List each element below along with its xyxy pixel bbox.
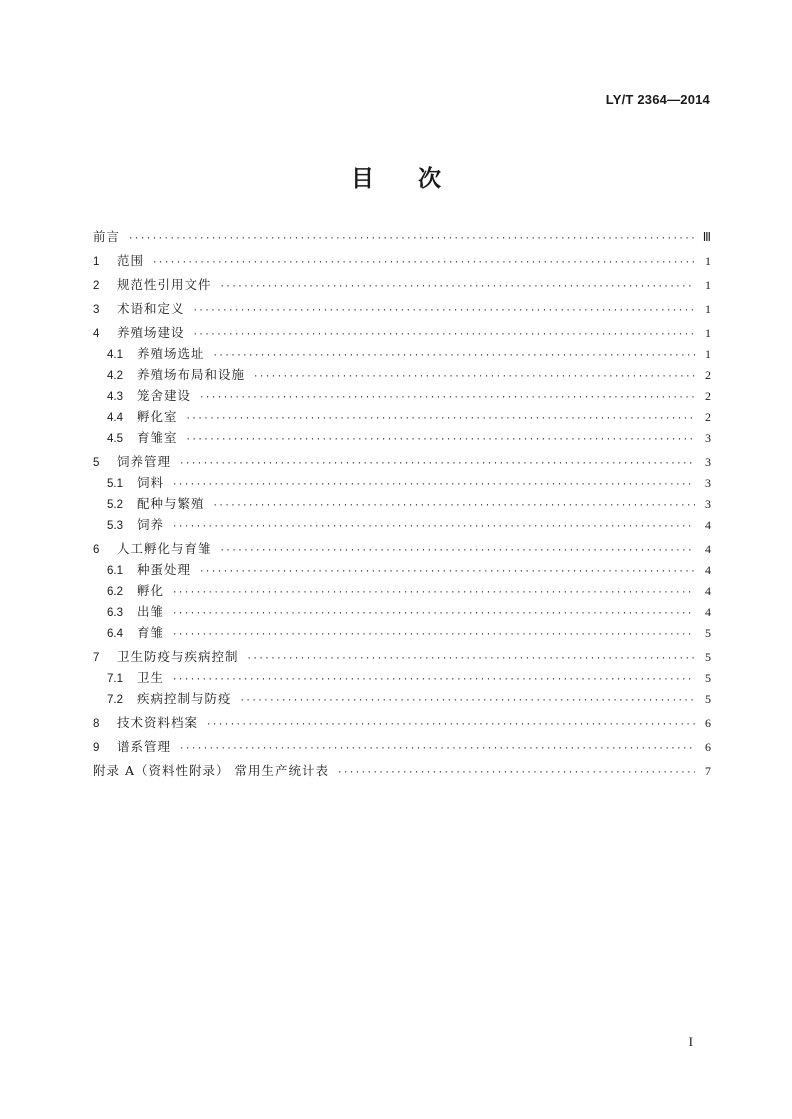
toc-entry-page: 1 (705, 278, 711, 292)
toc-leader-dots (220, 541, 695, 562)
toc-entry-page: 4 (705, 584, 711, 598)
toc-entry-number: 4.1 (107, 349, 123, 361)
toc-entry-label: 卫生防疫与疾病控制 (117, 649, 239, 664)
toc-entry-page: 3 (705, 455, 711, 469)
toc-entry-page: 4 (705, 605, 711, 619)
toc-entry-page: 6 (705, 740, 711, 754)
toc-entry-label: 种蛋处理 (137, 562, 192, 577)
toc-entry-label: 范围 (117, 253, 145, 268)
toc-entry-page: 5 (705, 650, 711, 664)
toc-leader-dots (172, 670, 695, 691)
toc-leader-dots (172, 517, 695, 538)
toc-entry-label: 饲养管理 (117, 454, 172, 469)
toc-entry-page: 4 (705, 563, 711, 577)
toc-leader-dots (240, 691, 695, 712)
toc-entry-number: 5.2 (107, 499, 123, 511)
toc-entry-number: 6.2 (107, 586, 123, 598)
toc-leader-dots (206, 715, 695, 736)
toc-entry-label: 规范性引用文件 (117, 277, 212, 292)
toc-entry[interactable] (93, 298, 711, 319)
toc-entry-label: 养殖场布局和设施 (137, 367, 246, 382)
toc-leader-dots (152, 253, 695, 274)
toc-entry-page: 1 (705, 347, 711, 361)
toc-entry-label: 养殖场建设 (117, 325, 185, 340)
toc-entry[interactable] (93, 406, 711, 427)
toc-leader-dots (172, 583, 695, 604)
toc-entry-page: 2 (705, 410, 711, 424)
toc-entry-label: 饲料 (137, 475, 165, 490)
toc-entry-number: 4.2 (107, 370, 123, 382)
toc-entry-number: 7.1 (107, 673, 123, 685)
toc-entry-label: 疾病控制与防疫 (137, 691, 232, 706)
toc-entry-page: 5 (705, 671, 711, 685)
toc-entry-page: 2 (705, 389, 711, 403)
toc-entry[interactable] (93, 601, 711, 622)
toc-entry[interactable] (93, 514, 711, 535)
toc-entry-number: 4.4 (107, 412, 123, 424)
toc-entry-page: 4 (705, 542, 711, 556)
toc-entry-number: 6.1 (107, 565, 123, 577)
toc-entry-number: 4.5 (107, 433, 123, 445)
toc-entry-page: 2 (705, 368, 711, 382)
toc-entry-page: 3 (705, 497, 711, 511)
toc-entry[interactable] (93, 451, 711, 472)
toc-entry-number: 6.3 (107, 607, 123, 619)
toc-entry-page: Ⅲ (702, 230, 711, 244)
toc-entry-page: 1 (705, 326, 711, 340)
toc-entry[interactable] (93, 736, 711, 757)
toc-entry[interactable] (93, 646, 711, 667)
toc-entry-page: 1 (705, 254, 711, 268)
toc-leader-dots (247, 649, 695, 670)
toc-entry-number: 8 (93, 718, 100, 730)
toc-entry-number: 6 (93, 544, 100, 556)
toc-leader-dots (199, 388, 695, 409)
toc-entry-label: 附录 A（资料性附录） 常用生产统计表 (93, 763, 329, 778)
toc-entry[interactable] (93, 364, 711, 385)
toc-entry-page: 6 (705, 716, 711, 730)
toc-leader-dots (220, 277, 695, 298)
toc-entry-label: 养殖场选址 (137, 346, 205, 361)
toc-entry[interactable] (93, 427, 711, 448)
toc-entry-label: 谱系管理 (117, 739, 172, 754)
toc-entry[interactable] (93, 343, 711, 364)
toc-entry-number: 9 (93, 742, 100, 754)
toc-leader-dots (193, 325, 695, 346)
toc-leader-dots (213, 496, 695, 517)
toc-entry[interactable] (93, 559, 711, 580)
toc-entry-label: 育雏 (137, 625, 165, 640)
toc-leader-dots (172, 475, 695, 496)
toc-entry-number: 2 (93, 280, 100, 292)
toc-entry-page: 3 (705, 431, 711, 445)
toc-entry-number: 1 (93, 256, 100, 268)
toc-entry-label: 笼舍建设 (137, 388, 192, 403)
toc-entry[interactable] (93, 322, 711, 343)
toc-entry[interactable] (93, 622, 711, 643)
page-number: I (688, 1034, 693, 1049)
toc-entry-number: 4.3 (107, 391, 123, 403)
toc-entry[interactable] (93, 760, 711, 781)
toc-entry-page: 3 (705, 476, 711, 490)
toc-entry-label: 卫生 (137, 670, 165, 685)
toc-entry-label: 技术资料档案 (117, 715, 199, 730)
toc-entry-number: 4 (93, 328, 100, 340)
toc-leader-dots (172, 604, 695, 625)
toc-leader-dots (193, 301, 695, 322)
toc-entry[interactable] (93, 226, 711, 247)
toc-entry-label: 配种与繁殖 (137, 496, 205, 511)
toc-entry-number: 5.1 (107, 478, 123, 490)
toc-entry-label: 育雏室 (137, 430, 178, 445)
toc-leader-dots (179, 454, 695, 475)
toc-entry[interactable] (93, 580, 711, 601)
toc-entry-number: 3 (93, 304, 100, 316)
toc-entry-label: 术语和定义 (117, 301, 185, 316)
toc-leader-dots (186, 430, 695, 451)
standard-code: LY/T 2364—2014 (605, 92, 710, 107)
toc-entry-number: 6.4 (107, 628, 123, 640)
toc-entry[interactable] (93, 712, 711, 733)
toc-entry-label: 饲养 (137, 517, 165, 532)
toc-entry-label: 出雏 (137, 604, 165, 619)
toc-entry-page: 4 (705, 518, 711, 532)
toc-entry-label: 孵化室 (137, 409, 178, 424)
toc-entry-label: 人工孵化与育雏 (117, 541, 212, 556)
toc-entry[interactable] (93, 493, 711, 514)
toc-entry[interactable] (93, 472, 711, 493)
toc-entry-page: 1 (705, 302, 711, 316)
toc-entry[interactable] (93, 667, 711, 688)
toc-leader-dots (337, 763, 695, 784)
toc-entry-page: 5 (705, 692, 711, 706)
toc-entry-number: 5.3 (107, 520, 123, 532)
toc-entry[interactable] (93, 274, 711, 295)
toc-entry[interactable] (93, 688, 711, 709)
toc-entry-label: 前言 (93, 229, 121, 244)
toc-entry[interactable] (93, 385, 711, 406)
toc-leader-dots (172, 625, 695, 646)
toc-leader-dots (128, 229, 695, 250)
toc-entry-page: 5 (705, 626, 711, 640)
toc-entry[interactable] (93, 538, 711, 559)
toc-leader-dots (213, 346, 695, 367)
toc-entry[interactable] (93, 250, 711, 271)
toc-leader-dots (186, 409, 695, 430)
toc-entry-number: 7.2 (107, 694, 123, 706)
toc-leader-dots (179, 739, 695, 760)
toc-leader-dots (199, 562, 695, 583)
toc-entry-number: 7 (93, 652, 100, 664)
page-title: 目次 (351, 166, 485, 192)
table-of-contents (93, 226, 711, 781)
toc-entry-label: 孵化 (137, 583, 165, 598)
toc-leader-dots (253, 367, 695, 388)
toc-entry-page: 7 (705, 764, 711, 778)
toc-entry-number: 5 (93, 457, 100, 469)
